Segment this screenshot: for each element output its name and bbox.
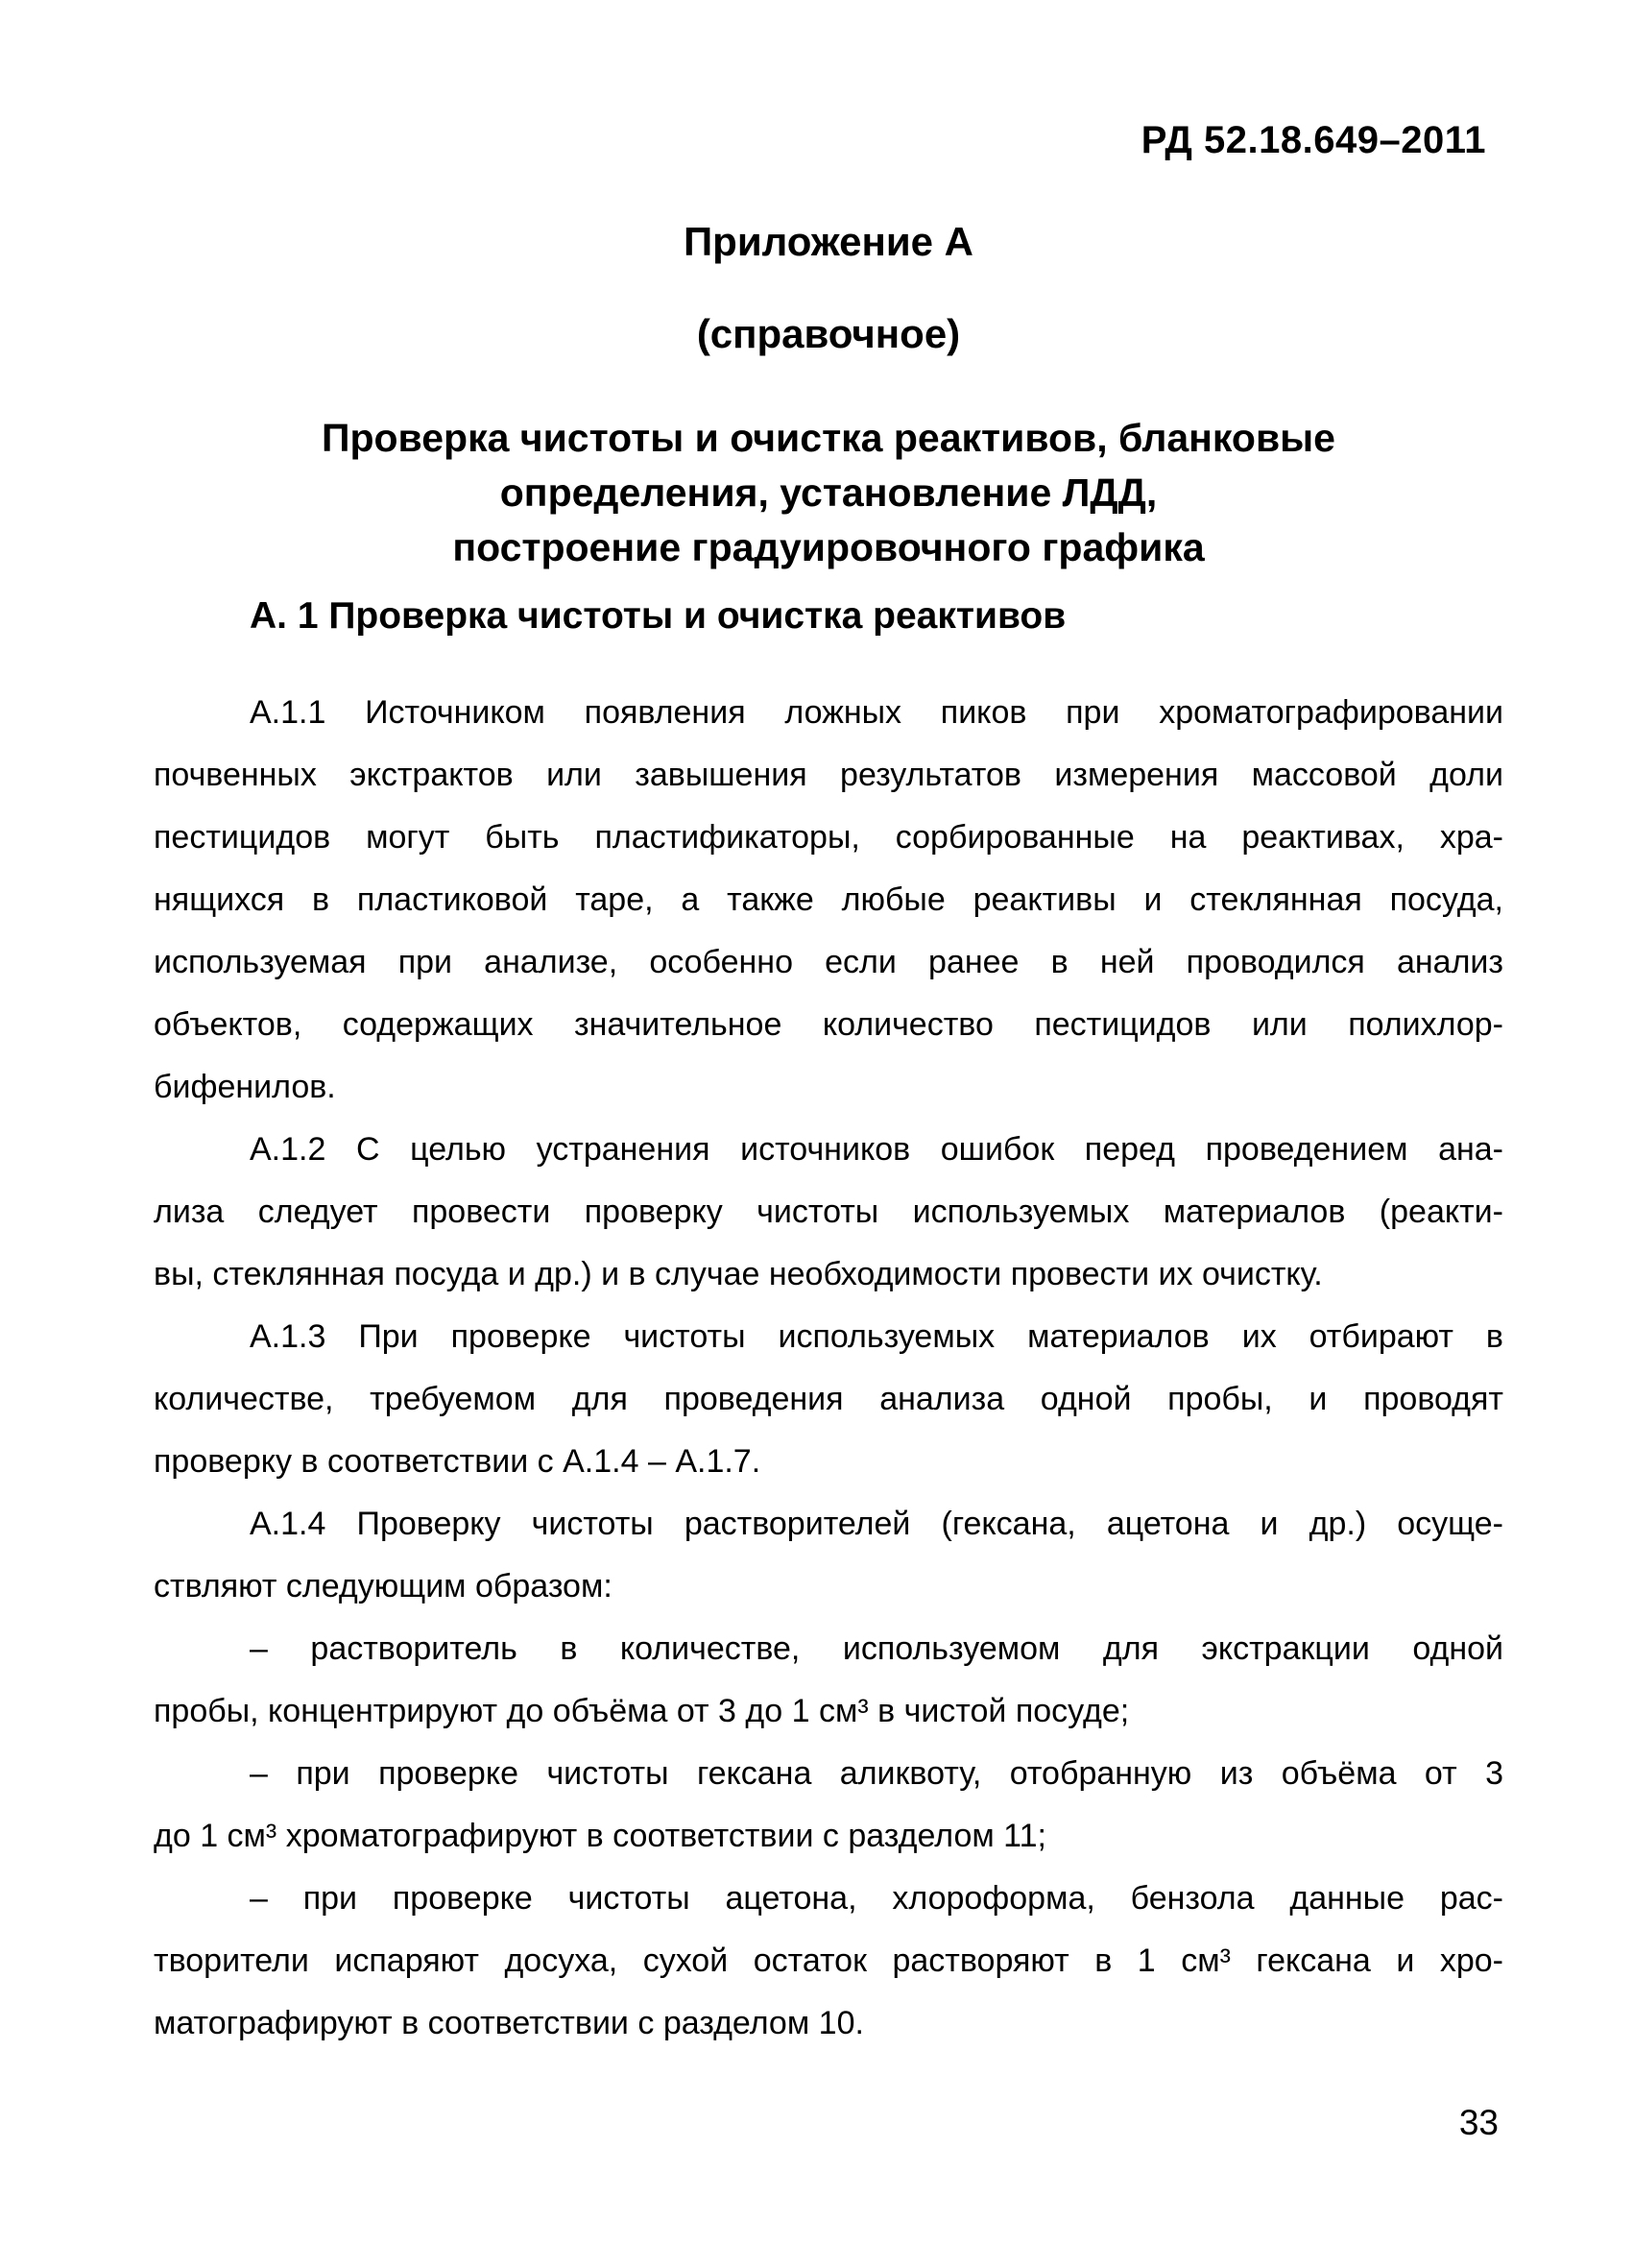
text-line: А.1.2 С целью устранения источников ошибок перед проведением ана- [250,1131,1503,1168]
paragraph [154,1868,1503,2055]
section-heading: А. 1 Проверка чистоты и очистка реактивов [250,595,1067,637]
paragraph [154,1618,1503,1743]
text-line: – при проверке чистоты гексана аликвоту, отобранную из объёма от 3 [250,1755,1503,1792]
text-line: – растворитель в количестве, используемом для экстракции одной [250,1630,1503,1667]
text-line: А.1.1 Источником появления ложных пиков при хроматографировании [250,694,1503,731]
text-line: А.1.3 При проверке чистоты используемых материалов их отбирают в [250,1318,1503,1355]
text-line: проверку в соответствии с А.1.4 – А.1.7. [154,1443,761,1480]
text-line: используемая при анализе, особенно если ранее в ней проводился анализ [154,944,1503,980]
text-line: матографируют в соответствии с разделом 10. [154,2005,864,2041]
text-line: А.1.4 Проверку чистоты растворителей (гексана, ацетона и др.) осуще- [250,1506,1503,1542]
page-number: 33 [1458,2103,1499,2142]
text-line: творители испаряют досуха, сухой остаток растворяют в 1 см³ гексана и хро- [154,1942,1503,1979]
paragraph [154,682,1503,1119]
appendix-title-line: определения, установление ЛДД, [499,470,1158,515]
text-line: – при проверке чистоты ацетона, хлороформа, бензола данные рас- [250,1880,1503,1917]
paragraph [154,1743,1503,1868]
text-line: вы, стеклянная посуда и др.) и в случае необходимости провести их очистку. [154,1256,1323,1292]
text-line: объектов, содержащих значительное количество пестицидов или полихлор- [154,1006,1503,1043]
text-line: бифенилов. [154,1069,336,1105]
appendix-kind: (справочное) [696,311,961,356]
text-line: пробы, концентрируют до объёма от 3 до 1 см³ в чистой посуде; [154,1693,1130,1729]
text-line: почвенных экстрактов или завышения результатов измерения массовой доли [154,757,1503,793]
paragraph [154,1493,1503,1618]
appendix-title-line: Проверка чистоты и очистка реактивов, бланковые [322,416,1335,460]
appendix-label: Приложение А [683,219,974,264]
text-line: лиза следует провести проверку чистоты используемых материалов (реакти- [154,1194,1503,1230]
text-line: ствляют следующим образом: [154,1568,612,1604]
paragraph [154,1306,1503,1493]
text-line: пестицидов могут быть пластификаторы, сорбированные на реактивах, хра- [154,819,1503,856]
text-line: количестве, требуемом для проведения анализа одной пробы, и проводят [154,1381,1503,1417]
document-number: РД 52.18.649–2011 [1141,119,1486,161]
appendix-title [154,411,1503,575]
body-text [154,682,1503,2055]
text-line: нящихся в пластиковой таре, а также любые реактивы и стеклянная посуда, [154,881,1503,918]
text-line: до 1 см³ хроматографируют в соответствии с разделом 11; [154,1818,1046,1854]
appendix-title-line: построение градуировочного графика [452,525,1205,569]
paragraph [154,1119,1503,1306]
